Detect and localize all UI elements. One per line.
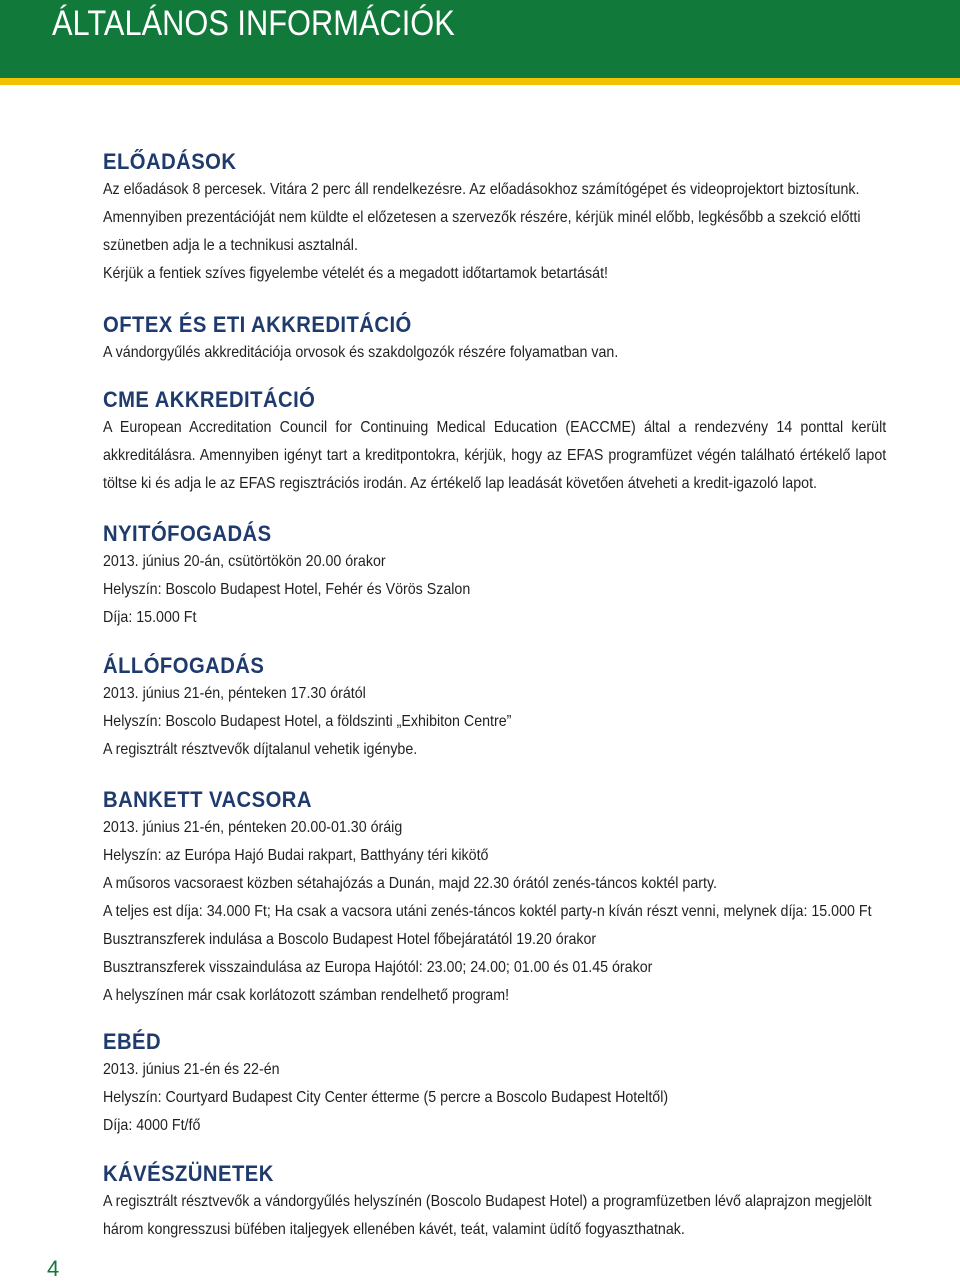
section-title: CME AKKREDITÁCIÓ: [103, 387, 316, 412]
text-line: A helyszínen már csak korlátozott számban rendelhető program!: [103, 987, 510, 1004]
text-line: 2013. június 21-én, pénteken 17.30 órától: [103, 685, 366, 702]
section-title: ELŐADÁSOK: [103, 149, 237, 174]
page-title: ÁLTALÁNOS INFORMÁCIÓK: [52, 4, 455, 43]
text-line: Amennyiben prezentációját nem küldte el előzetesen a szervezők részére, kérjük minél előbb, legkésőbb a szekció előtti: [103, 209, 861, 226]
text-line: Helyszín: Boscolo Budapest Hotel, Fehér és Vörös Szalon: [103, 581, 471, 598]
section-title: ÁLLÓFOGADÁS: [103, 653, 265, 678]
text-line: A vándorgyűlés akkreditációja orvosok és szakdolgozók részére folyamatban van.: [103, 344, 619, 361]
paragraph: A European Accreditation Council for Continuing Medical Education (EACCME) által a rendezvény 14 ponttal került akkreditálásra. Amennyiben igényt tart a kreditpontokra, kérjük, hogy az EFAS programfüzet végén található értékelő lapot töltse ki és adja le az EFAS regisztrációs irodán. Az értékelő lap leadását követően átveheti a kredit-igazoló lapot.: [103, 419, 887, 492]
text-line: A regisztrált résztvevők díjtalanul vehetik igénybe.: [103, 741, 418, 758]
section-nyitofogadas: [103, 520, 903, 632]
section-title: EBÉD: [103, 1029, 162, 1054]
section-title: BANKETT VACSORA: [103, 787, 312, 812]
text-line: Busztranszferek indulása a Boscolo Budapest Hotel főbejáratától 19.20 órakor: [103, 931, 597, 948]
text-line: Díja: 4000 Ft/fő: [103, 1117, 201, 1134]
text-line: A teljes est díja: 34.000 Ft; Ha csak a vacsora utáni zenés-táncos koktél party-n kíván részt venni, melynek díja: 15.000 Ft: [103, 903, 872, 920]
section-kaveszunetek: [103, 1160, 903, 1244]
text-line: szünetben adja le a technikusi asztalnál.: [103, 237, 358, 254]
text-line: 2013. június 20-án, csütörtökön 20.00 órakor: [103, 553, 386, 570]
text-line: Helyszín: az Európa Hajó Budai rakpart, Batthyány téri kikötő: [103, 847, 489, 864]
paragraph: A regisztrált résztvevők a vándorgyűlés helyszínén (Boscolo Budapest Hotel) a programfüzetben lévő alaprajzon megjelölt három kongresszusi büfében italjegyek ellenében kávét, teát, valamint üdítő fogyaszthatnak.: [103, 1193, 872, 1238]
text-line: Díja: 15.000 Ft: [103, 609, 197, 626]
section-bankett: [103, 786, 903, 1010]
text-line: Az előadások 8 percesek. Vitára 2 perc áll rendelkezésre. Az előadásokhoz számítógépet és videoprojektort biztosítunk.: [103, 181, 860, 198]
section-title: OFTEX ÉS ETI AKKREDITÁCIÓ: [103, 312, 412, 337]
section-cme: [103, 386, 903, 498]
section-oftex: [103, 311, 903, 367]
section-title: NYITÓFOGADÁS: [103, 521, 272, 546]
section-title: KÁVÉSZÜNETEK: [103, 1161, 274, 1186]
text-line: Helyszín: Boscolo Budapest Hotel, a földszinti „Exhibiton Centre”: [103, 713, 512, 730]
page-number: 4: [47, 1256, 60, 1281]
text-line: Busztranszferek visszaindulása az Europa Hajótól: 23.00; 24.00; 01.00 és 01.45 órakor: [103, 959, 653, 976]
section-eloadasok: [103, 148, 903, 288]
page-header: [0, 0, 960, 85]
section-ebed: [103, 1028, 903, 1140]
text-line: 2013. június 21-én, pénteken 20.00-01.30 óráig: [103, 819, 403, 836]
text-line: Helyszín: Courtyard Budapest City Center étterme (5 percre a Boscolo Budapest Hoteltől): [103, 1089, 669, 1106]
text-line: Kérjük a fentiek szíves figyelembe vételét és a megadott időtartamok betartását!: [103, 265, 608, 282]
section-allofogadas: [103, 652, 903, 764]
text-line: 2013. június 21-én és 22-én: [103, 1061, 280, 1078]
text-line: A műsoros vacsoraest közben sétahajózás a Dunán, majd 22.30 órától zenés-táncos koktél party.: [103, 875, 717, 892]
